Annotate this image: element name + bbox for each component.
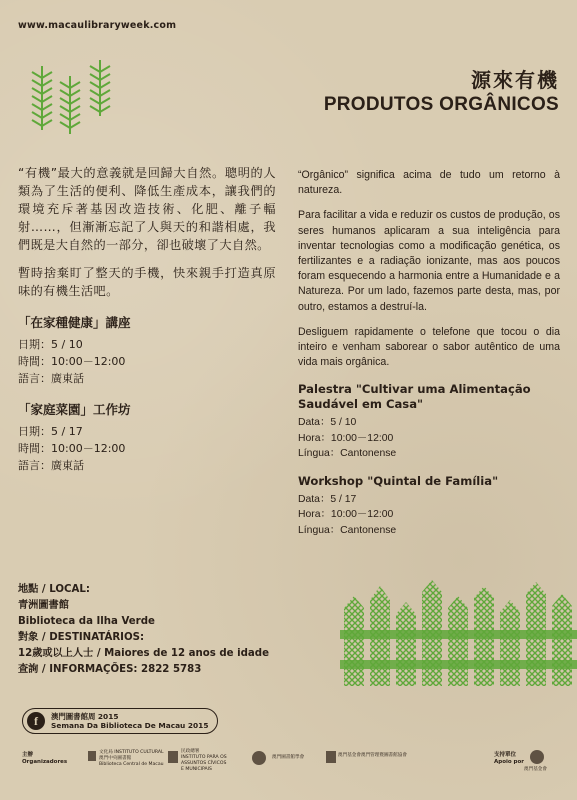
location-zh: 青洲圖書館	[18, 600, 69, 611]
zh-talk-language: 語言：廣東話	[18, 372, 84, 385]
pt-workshop-language: Língua：Cantonense	[298, 524, 397, 536]
title-chinese: 源來有機	[471, 68, 559, 92]
library-management-logo-icon	[326, 751, 336, 763]
library-association-logo-icon	[252, 751, 266, 765]
facebook-icon: f	[27, 712, 45, 730]
pt-workshop-title: Workshop "Quintal de Família"	[298, 473, 499, 488]
zh-intro-paragraph: “有機”最大的意義就是回歸大自然。聰明的人類為了生活的便利、降低生產成本，讓我們的環境充斥著基因改造技術、化肥、離子輻射……，但漸漸忘記了人與天的和諧相處，我們既是大自然的一部分，卻也破壞了大自然。	[18, 166, 276, 252]
library-management-logo-text: 澳門基金會澳門管理暨圖書館協會	[338, 753, 407, 758]
macau-foundation-logo-icon	[530, 750, 544, 764]
zh-workshop-time: 時間：10:00－12:00	[18, 442, 126, 455]
pt-workshop-date: Data：5 / 17	[298, 493, 357, 505]
chinese-column	[18, 164, 276, 474]
pt-workshop-time: Hora：10:00－12:00	[298, 509, 394, 521]
inquiry-info: 查詢 / INFORMAÇÕES: 2822 5783	[18, 664, 202, 675]
zh-talk-time: 時間：10:00－12:00	[18, 355, 126, 368]
sponsor-footer	[0, 745, 577, 800]
pt-call-paragraph: Desliguem rapidamente o telefone que tocou o dia inteiro e venham saborear o sabor autêntico de uma vida mais orgânica.	[298, 325, 560, 369]
pt-talk-date: Data：5 / 10	[298, 417, 357, 429]
title-portuguese: PRODUTOS ORGÂNICOS	[323, 94, 559, 115]
location-pt: Biblioteca da Ilha Verde	[18, 616, 155, 627]
cultural-institute-logo-text: 文化局 INSTITUTO CULTURAL 澳門中央圖書館 Biblioteca Central de Macau	[99, 750, 164, 767]
zh-call-paragraph: 暫時捨棄盯了整天的手機，快來親手打造真原味的有機生活吧。	[18, 266, 276, 298]
cultural-institute-logo-icon	[88, 751, 96, 761]
zh-talk-date: 日期：5 / 10	[18, 338, 83, 351]
audience-value: 12歲或以上人士 / Maiores de 12 anos de idade	[18, 648, 269, 659]
iacm-logo-icon	[168, 751, 178, 763]
pt-talk-time: Hora：10:00－12:00	[298, 432, 394, 444]
leaf-decoration-left	[28, 58, 118, 138]
audience-label: 對象 / DESTINATÁRIOS:	[18, 632, 145, 643]
website-url[interactable]: www.macaulibraryweek.com	[18, 20, 177, 31]
facebook-page-name-zh: 澳門圖書館周 2015	[51, 712, 119, 721]
facebook-badge[interactable]	[22, 708, 218, 734]
organizer-label: 主辦 Organizadores	[22, 752, 68, 765]
zh-workshop-language: 語言：廣東話	[18, 459, 84, 472]
pt-talk-title: Palestra "Cultivar uma Alimentação Saudável em Casa"	[298, 382, 531, 412]
crop-fence-decoration	[340, 578, 577, 688]
pt-body-paragraph: Para facilitar a vida e reduzir os custos de produção, os seres humanos aplicaram a sua inteligência para inventar tecnologias como a modificação genética, os fertilizantes e a radiação ionizante, mas aos poucos foram esquecendo a harmonia entre a Humanidade e a Natureza. Por um lado, fazemos parte desta, mas, por outro, estamos a destruí-la.	[298, 209, 560, 313]
pt-intro-paragraph: “Orgânico” significa acima de tudo um retorno à natureza.	[298, 169, 560, 197]
location-label: 地點 / LOCAL:	[18, 584, 90, 595]
event-info	[18, 582, 318, 678]
zh-workshop-date: 日期：5 / 17	[18, 425, 83, 438]
zh-workshop-title: 「家庭菜園」工作坊	[18, 402, 131, 417]
portuguese-column	[298, 168, 560, 538]
zh-talk-title: 「在家種健康」講座	[18, 315, 131, 330]
support-label: 支持單位 Apoio por	[494, 752, 524, 765]
iacm-logo-text: 民政總署 INSTITUTO PARA OS ASSUNTOS CÍVICOS E MUNICIPAIS	[181, 749, 227, 772]
facebook-page-name-pt: Semana Da Biblioteca De Macau 2015	[51, 721, 209, 730]
library-association-logo-text: 澳門圖書館學會	[272, 755, 305, 760]
macau-foundation-logo-text: 澳門基金會	[524, 767, 547, 772]
pt-talk-language: Língua：Cantonense	[298, 448, 397, 460]
